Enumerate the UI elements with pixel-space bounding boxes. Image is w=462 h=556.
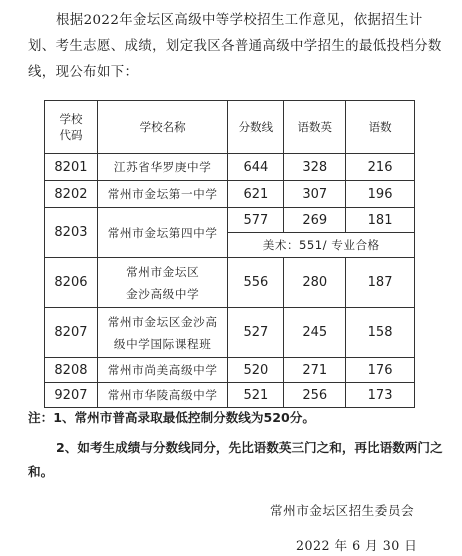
header-school-code: 学校 代码 (45, 101, 98, 154)
cell-yushu: 176 (346, 358, 415, 383)
cell-code: 8203 (45, 208, 98, 258)
cell-art-note: 美术：551/ 专业合格 (228, 233, 415, 258)
cell-yuyingshu: 269 (284, 208, 346, 233)
cell-yuyingshu: 280 (284, 258, 346, 308)
cell-score: 621 (228, 181, 284, 208)
notes-section (28, 406, 446, 484)
cell-score: 520 (228, 358, 284, 383)
cell-code: 8208 (45, 358, 98, 383)
table-row (45, 208, 415, 233)
cell-name: 常州市金坛第一中学 (97, 181, 228, 208)
cell-code: 8201 (45, 154, 98, 181)
signature-block (266, 500, 446, 554)
table-row (45, 181, 415, 208)
cell-code: 8206 (45, 258, 98, 308)
header-school-name: 学校名称 (97, 101, 228, 154)
table-row (45, 308, 415, 358)
cell-yushu: 187 (346, 258, 415, 308)
cell-yuyingshu: 307 (284, 181, 346, 208)
cell-code: 8207 (45, 308, 98, 358)
cell-code: 9207 (45, 383, 98, 408)
issue-date: 2022 年 6 月 30 日 (296, 538, 418, 553)
cell-name: 常州市金坛第四中学 (97, 208, 228, 258)
cell-score: 527 (228, 308, 284, 358)
cell-yushu: 181 (346, 208, 415, 233)
note-1: 注：1、常州市普高录取最低控制分数线为520分。 (28, 410, 315, 425)
cell-yuyingshu: 271 (284, 358, 346, 383)
cell-yuyingshu: 328 (284, 154, 346, 181)
header-yuyingshu: 语数英 (284, 101, 346, 154)
cell-name: 常州市尚美高级中学 (97, 358, 228, 383)
cell-score: 521 (228, 383, 284, 408)
cell-yuyingshu: 256 (284, 383, 346, 408)
table-row (45, 358, 415, 383)
cell-name: 常州市金坛区金沙高 级中学国际课程班 (97, 308, 228, 358)
table-row (45, 258, 415, 308)
cell-yushu: 216 (346, 154, 415, 181)
intro-text: 根据2022年金坛区高级中等学校招生工作意见，依据招生计划、考生志愿、成绩，划定我区各普通高级中学招生的最低投档分数线，现公布如下： (28, 13, 442, 80)
cell-code: 8202 (45, 181, 98, 208)
cell-name: 常州市金坛区 金沙高级中学 (97, 258, 228, 308)
intro-paragraph (28, 8, 446, 86)
cell-yushu: 196 (346, 181, 415, 208)
cell-yushu: 173 (346, 383, 415, 408)
header-score: 分数线 (228, 101, 284, 154)
header-yushu: 语数 (346, 101, 415, 154)
cell-score: 644 (228, 154, 284, 181)
cell-yuyingshu: 245 (284, 308, 346, 358)
issuing-organization: 常州市金坛区招生委员会 (270, 503, 415, 518)
cell-name: 常州市华陵高级中学 (97, 383, 228, 408)
cell-score: 556 (228, 258, 284, 308)
table-row (45, 383, 415, 408)
cell-name: 江苏省华罗庚中学 (97, 154, 228, 181)
cell-yushu: 158 (346, 308, 415, 358)
table-header-row (45, 101, 415, 154)
table-row (45, 154, 415, 181)
cell-score: 577 (228, 208, 284, 233)
admission-score-table (44, 100, 415, 408)
note-2: 2、如考生成绩与分数线同分，先比语数英三门之和，再比语数两门之和。 (28, 440, 443, 479)
